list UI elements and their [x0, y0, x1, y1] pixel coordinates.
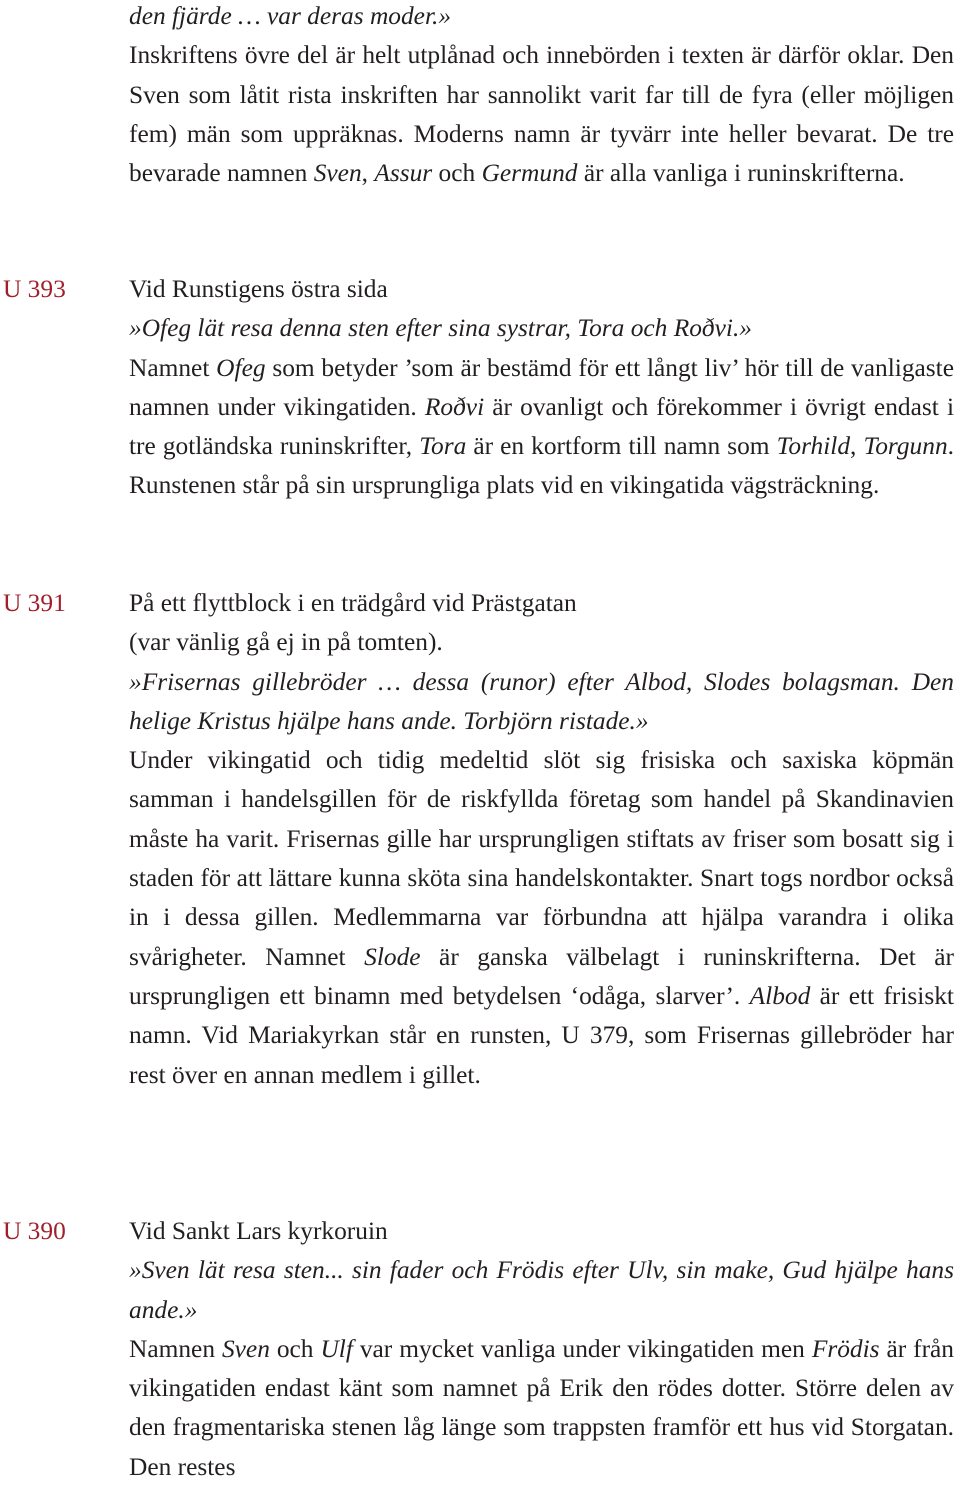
location: Vid Sankt Lars kyrkoruin [129, 1217, 388, 1245]
paragraph [129, 36, 954, 193]
name-sven: Sven [221, 1334, 270, 1363]
commentary [129, 349, 954, 506]
text: är ovanligt och förekommer i övrigt endast i tre gotländska runinskrifter, [129, 392, 954, 461]
text: . Runstenen står på sin ursprungliga plats vid en vikingatida vägsträckning. [129, 432, 955, 500]
text: , [850, 432, 864, 461]
text: , [361, 159, 375, 188]
name-ulf: Ulf [320, 1334, 353, 1363]
text: Namnet [129, 353, 217, 382]
name-tora: Tora [419, 432, 467, 461]
text: Inskriftens övre del är helt utplånad och innebörden i texten är därför oklar. Den Sven som låtit rista inskriften har sannolikt varit far till de fyra (eller möjligen fem) män som uppräknas. Moderns namn är tyvärr inte heller bevarat. De tre bevarade namnen [129, 41, 954, 188]
text: är alla vanliga i runinskrifterna. [577, 159, 905, 188]
runestone-marker: U 390 [3, 1217, 66, 1245]
name-rodvi: Roðvi [424, 392, 485, 421]
quote-ending: den fjärde … var deras moder.» [129, 2, 452, 30]
name-ofeg: Ofeg [216, 353, 266, 382]
entry-u390 [129, 1212, 954, 1487]
commentary [129, 1330, 954, 1487]
inscription-quote: »Ofeg lät resa denna sten efter sina systrar, Tora och Roðvi.» [129, 314, 752, 343]
name-torgunn: Torgunn [863, 432, 948, 461]
text: Under vikingatid och tidig medeltid slöt sig frisiska och saxiska köpmän samman i handelsgillen för de riskfyllda företag som handel på Skandinavien måste ha varit. Frisernas gille har ursprungligen stiftats av friser som bosatt sig i staden för att lättare kunna sköta sina handelskontakter. Snart togs nordbor också in i dessa gillen. Medlemmarna var förbundna att hjälpa varandra i olika svårigheter. Namnet [129, 746, 954, 971]
inscription-quote: »Sven lät resa sten... sin fader och Frödis efter Ulv, sin make, Gud hjälpe hans ande.» [129, 1256, 954, 1324]
continued-section [129, 0, 954, 193]
inscription-quote: »Frisernas gillebröder … dessa (runor) efter Albod, Slodes bolagsman. Den helige Kristus hjälpe hans ande. Torbjörn ristade.» [129, 667, 954, 735]
runestone-marker: U 393 [3, 275, 66, 303]
commentary [129, 741, 954, 1095]
location-note: (var vänlig gå ej in på tomten). [129, 628, 443, 657]
text: och [432, 159, 482, 188]
text: och [269, 1334, 321, 1363]
runestone-marker: U 391 [3, 589, 66, 617]
text: Namnen [129, 1334, 222, 1363]
text: som betyder ’som är bestämd för ett långt liv’ hör till de vanligaste namnen under vikingatiden. [129, 353, 954, 421]
text: var mycket vanliga under vikingatiden men [352, 1334, 812, 1363]
name-torhild: Torhild [776, 432, 851, 461]
location: På ett flyttblock i en trädgård vid Prästgatan [129, 589, 577, 617]
name-slode: Slode [364, 942, 421, 971]
name-sven: Sven [313, 159, 362, 188]
name-germund: Germund [481, 159, 578, 188]
text: är ett frisiskt namn. Vid Mariakyrkan står en runsten, U 379, som Frisernas gillebröder har rest över en annan medlem i gillet. [129, 981, 954, 1089]
entry-u391 [129, 584, 954, 1095]
name-assur: Assur [374, 159, 433, 188]
name-frodis: Frödis [811, 1334, 880, 1363]
text: är ganska välbelagt i runinskrifterna. Det är ursprungligen ett binamn med betydelsen ‘odåga, slarver’. [129, 942, 955, 1010]
location: Vid Runstigens östra sida [129, 275, 388, 303]
text: är en kortform till namn som [466, 432, 777, 461]
text: är från vikingatiden endast känt som namnet på Erik den rödes dotter. Större delen av den fragmentariska stenen låg länge som trappsten framför ett hus vid Storgatan. Den restes [129, 1334, 955, 1481]
name-albod: Albod [749, 981, 811, 1010]
entry-u393 [129, 270, 954, 506]
